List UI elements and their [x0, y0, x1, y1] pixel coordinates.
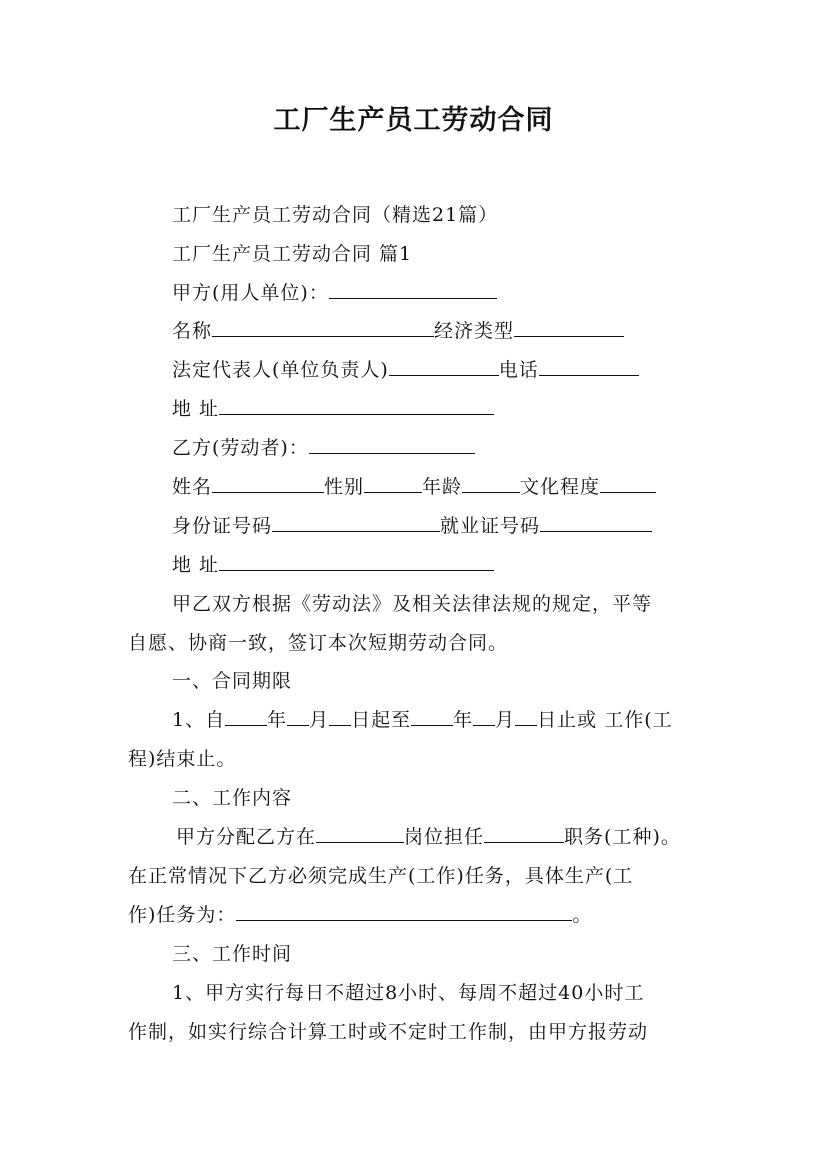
section-heading: 工厂生产员工劳动合同 篇1	[172, 243, 413, 265]
party-b-blank	[309, 435, 475, 454]
gender-label: 性别	[324, 476, 365, 498]
end-month-blank	[473, 707, 495, 726]
personal-info-line	[172, 472, 656, 499]
education-label: 文化程度	[520, 476, 601, 498]
duty-label: 职务(工种)。	[564, 826, 681, 848]
employment-number-label: 就业证号码	[440, 515, 541, 537]
address-a-label: 地 址	[172, 398, 220, 420]
party-b-label: 乙方(劳动者)：	[172, 437, 309, 459]
month-label: 月	[309, 709, 330, 731]
education-blank	[600, 474, 656, 493]
age-blank	[462, 474, 520, 493]
end-day-blank	[515, 707, 537, 726]
work-position-label: 甲方分配乙方在	[176, 826, 317, 848]
section-heading: 二、工作内容	[172, 787, 293, 809]
month-label: 月	[495, 709, 516, 731]
party-a-line	[172, 278, 497, 305]
economy-type-blank	[514, 318, 624, 337]
term-to-label: 日起至	[351, 709, 412, 731]
phone-label: 电话	[498, 359, 539, 381]
section-heading: 三、工作时间	[172, 943, 293, 965]
term-end-label: 日止或 工作(工	[537, 709, 673, 731]
party-a-blank	[329, 280, 497, 299]
id-number-blank	[272, 513, 440, 532]
task-label: 作)任务为：	[128, 904, 237, 926]
economy-type-label: 经济类型	[434, 320, 515, 342]
address-a-blank	[219, 396, 494, 415]
task-line	[128, 900, 592, 927]
section-heading: 一、合同期限	[172, 670, 293, 692]
subtitle: 工厂生产员工劳动合同（精选21篇）	[172, 204, 499, 226]
name-label: 名称	[172, 320, 213, 342]
address-b-label: 地 址	[172, 554, 220, 576]
start-month-blank	[287, 707, 309, 726]
term-from-label: 1、自	[172, 709, 226, 731]
age-label: 年龄	[422, 476, 463, 498]
paragraph-line: 程)结束止。	[128, 748, 237, 770]
id-number-label: 身份证号码	[172, 515, 273, 537]
position-blank	[316, 824, 404, 843]
address-b-blank	[219, 552, 494, 571]
representative-blank	[389, 357, 499, 376]
name-blank	[212, 318, 434, 337]
address-a-line	[172, 394, 494, 421]
duty-blank	[484, 824, 564, 843]
party-a-label: 甲方(用人单位)：	[172, 282, 329, 304]
period-mark: 。	[572, 904, 593, 926]
address-b-line	[172, 550, 494, 577]
surname-label: 姓名	[172, 476, 213, 498]
paragraph-line: 甲乙双方根据《劳动法》及相关法律法规的规定，平等	[172, 593, 653, 615]
paragraph-line: 在正常情况下乙方必须完成生产(工作)任务，具体生产(工	[128, 865, 634, 887]
term-line	[172, 705, 673, 732]
work-content-line	[176, 822, 681, 849]
task-blank	[236, 902, 572, 921]
employment-number-blank	[540, 513, 652, 532]
year-label: 年	[453, 709, 474, 731]
start-day-blank	[329, 707, 351, 726]
end-year-blank	[411, 707, 453, 726]
name-line	[172, 316, 624, 343]
gender-blank	[364, 474, 422, 493]
post-label: 岗位担任	[404, 826, 485, 848]
document-title: 工厂生产员工劳动合同	[273, 105, 554, 136]
paragraph-line: 1、甲方实行每日不超过8小时、每周不超过40小时工	[172, 982, 645, 1004]
representative-label: 法定代表人(单位负责人)	[172, 359, 389, 381]
representative-line	[172, 355, 639, 382]
surname-blank	[212, 474, 324, 493]
paragraph-line: 作制，如实行综合计算工时或不定时工作制，由甲方报劳动	[128, 1021, 649, 1043]
paragraph-line: 自愿、协商一致，签订本次短期劳动合同。	[128, 632, 509, 654]
phone-blank	[539, 357, 639, 376]
year-label: 年	[267, 709, 288, 731]
party-b-line	[172, 433, 475, 460]
start-year-blank	[225, 707, 267, 726]
id-line	[172, 511, 652, 538]
